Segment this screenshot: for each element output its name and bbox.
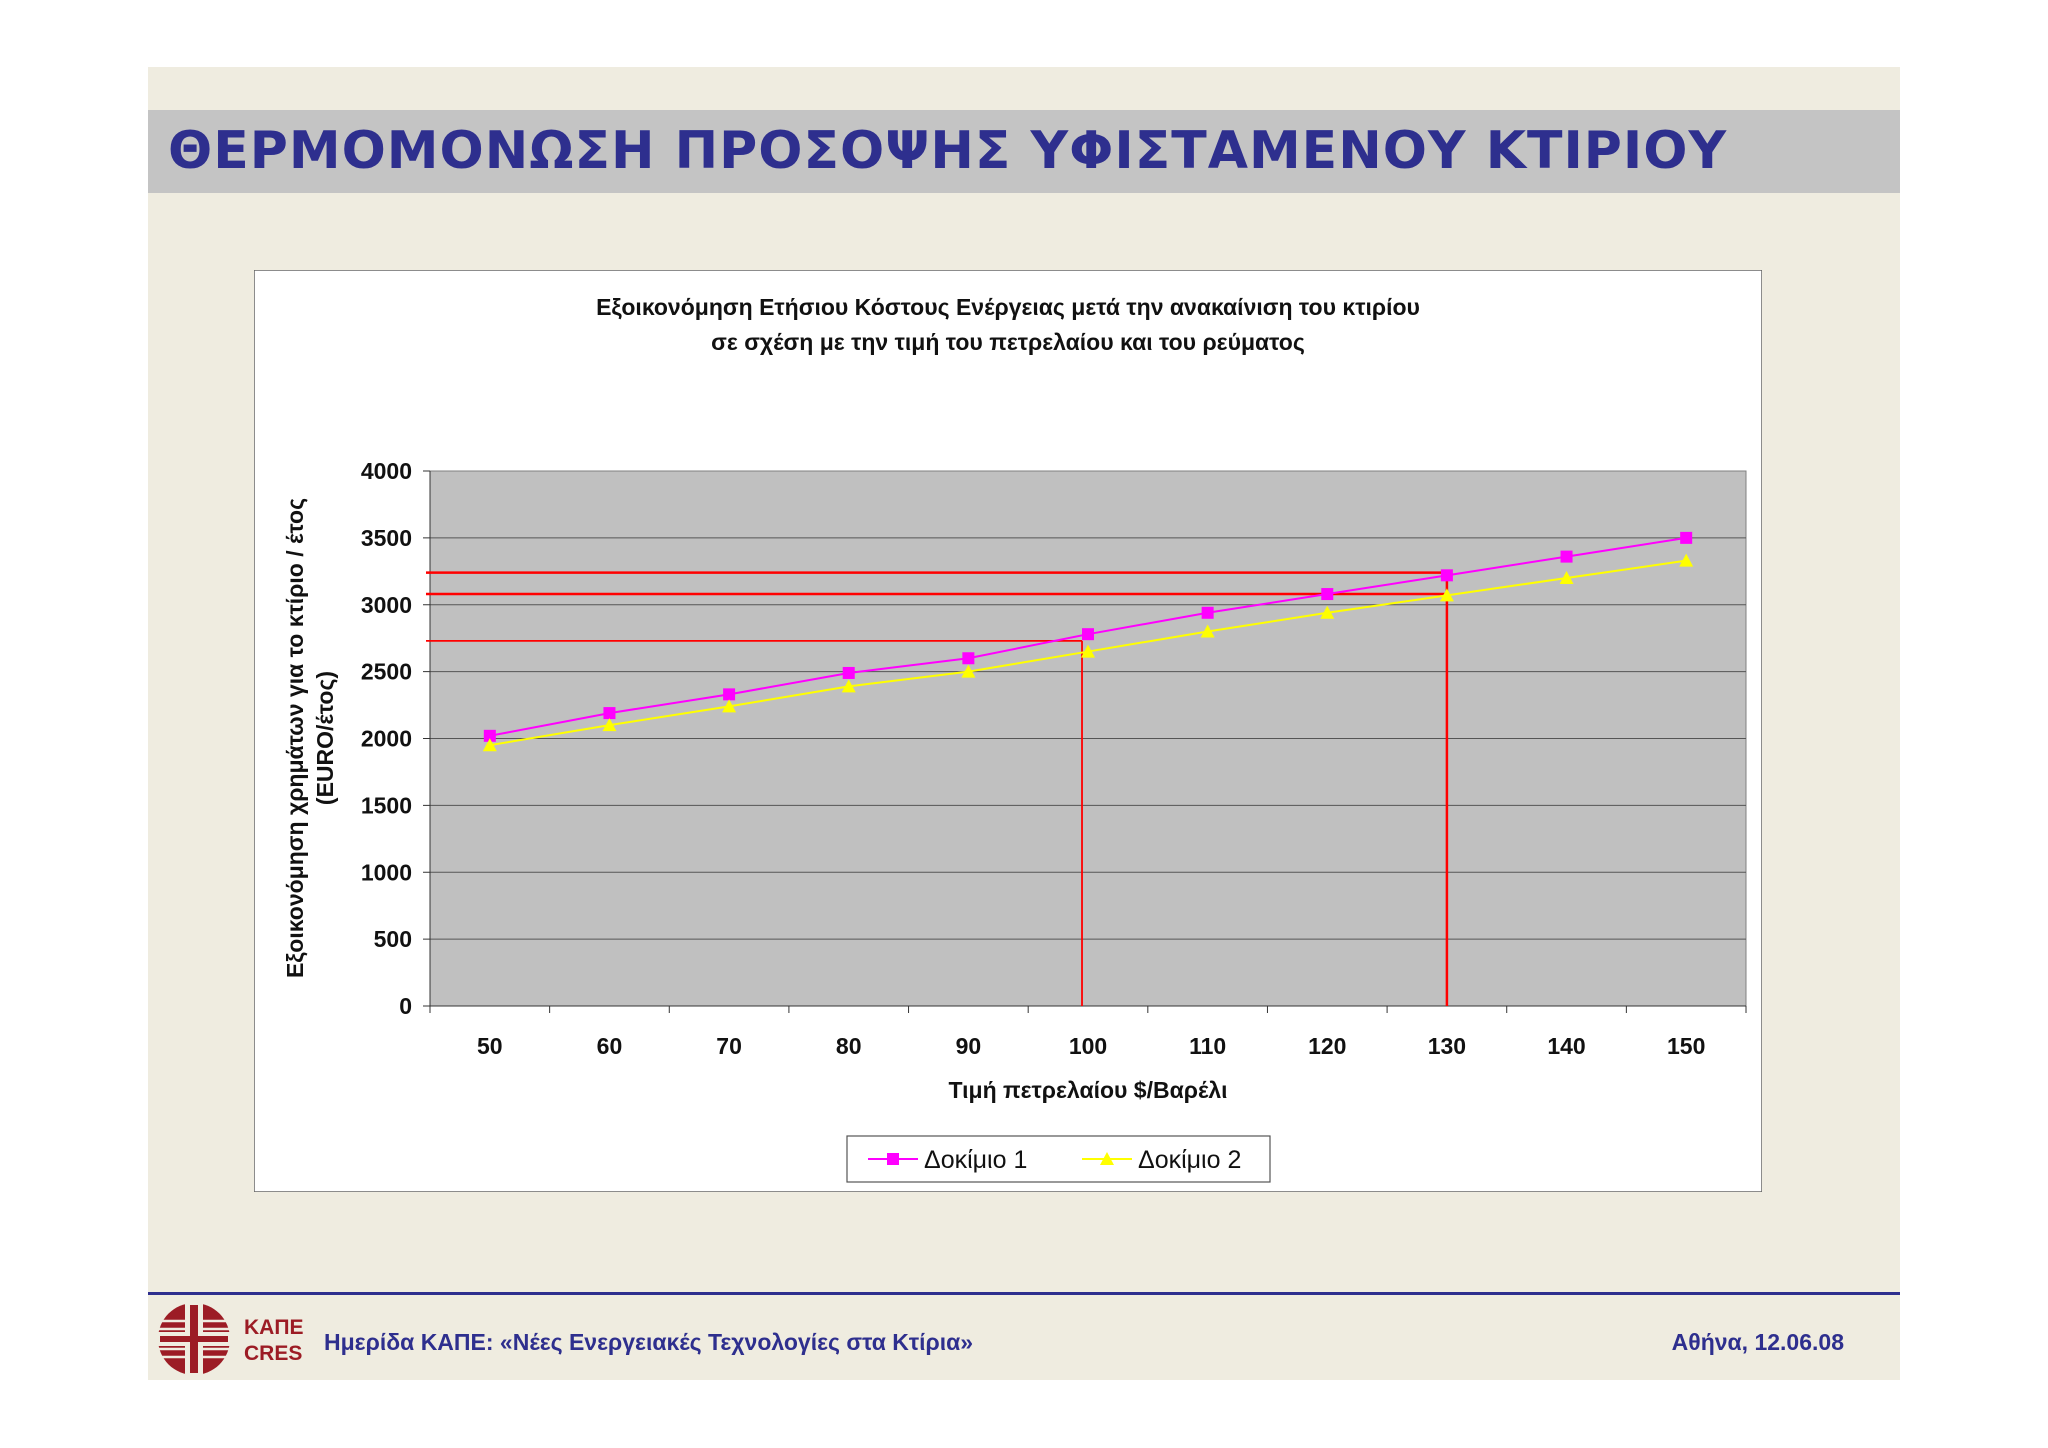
x-tick-label-130: 130 — [1427, 1033, 1467, 1059]
x-tick-label-50: 50 — [477, 1033, 503, 1059]
x-tick-label-60: 60 — [596, 1033, 623, 1059]
y-tick-label-2000: 2000 — [360, 725, 412, 752]
series1-point-70 — [723, 688, 735, 700]
x-tick-label-110: 110 — [1189, 1033, 1227, 1059]
y-tick-label-1000: 1000 — [360, 859, 412, 886]
legend — [847, 1136, 1270, 1182]
x-tick-label-80: 80 — [835, 1033, 862, 1059]
series1-point-140 — [1561, 551, 1573, 563]
cres-logo — [154, 1299, 314, 1381]
footer-event: Ημερίδα ΚΑΠΕ: «Νέες Ενεργειακές Τεχνολογίες στα Κτίρια» — [324, 1329, 974, 1355]
legend-label-series2: Δοκίμιο 2 — [1138, 1146, 1242, 1174]
x-tick-label-70: 70 — [716, 1033, 742, 1059]
logo-text-kape: ΚΑΠΕ — [244, 1316, 304, 1339]
title-bar — [148, 110, 1900, 193]
y-tick-label-1500: 1500 — [360, 792, 412, 819]
logo-cross-inner-horizontal — [160, 1336, 228, 1342]
series1-point-110 — [1202, 607, 1214, 619]
chart-title-line1: Εξοικονόμηση Ετήσιου Κόστους Ενέργειας μετά την ανακαίνιση του κτιρίου — [596, 294, 1420, 320]
x-tick-label-150: 150 — [1666, 1033, 1706, 1059]
series1-point-150 — [1680, 532, 1692, 544]
x-tick-label-90: 90 — [955, 1033, 982, 1059]
x-tick-label-140: 140 — [1547, 1033, 1586, 1059]
chart — [254, 270, 1762, 1192]
legend-label-series1: Δοκίμιο 1 — [924, 1146, 1028, 1174]
y-axis-label-line1: Εξοικονόμηση χρημάτων για το κτίριο / έτος — [282, 497, 308, 979]
y-axis-label-line2: (EURO/έτος) — [312, 670, 338, 806]
series1-point-80 — [843, 667, 855, 679]
series1-point-90 — [962, 652, 974, 664]
series1-point-60 — [603, 707, 615, 719]
series1-point-100 — [1082, 628, 1094, 640]
x-tick-label-100: 100 — [1068, 1033, 1108, 1059]
logo-text-cres: CRES — [244, 1342, 303, 1365]
y-tick-label-3000: 3000 — [360, 591, 412, 618]
series1-point-120 — [1321, 588, 1333, 600]
y-tick-label-2500: 2500 — [360, 658, 412, 685]
series1-point-130 — [1441, 569, 1453, 581]
y-tick-label-3500: 3500 — [360, 524, 412, 551]
chart-title-line2: σε σχέση με την τιμή του πετρελαίου και του ρεύματος — [711, 329, 1305, 355]
footer-divider — [148, 1292, 1900, 1295]
slide — [148, 67, 1900, 1380]
footer-date: Αθήνα, 12.06.08 — [1671, 1329, 1844, 1355]
y-tick-label-0: 0 — [399, 993, 412, 1019]
y-tick-label-500: 500 — [373, 926, 412, 953]
slide-title: ΘΕΡΜΟΜΟΝΩΣΗ ΠΡΟΣΟΨΗΣ ΥΦΙΣΤΑΜΕΝΟΥ ΚΤΙΡΙΟΥ — [168, 121, 1728, 181]
x-tick-label-120: 120 — [1308, 1033, 1347, 1059]
x-axis-label: Τιμή πετρελαίου $/Βαρέλι — [948, 1077, 1228, 1103]
legend-marker-series1 — [887, 1153, 899, 1165]
y-tick-label-4000: 4000 — [360, 458, 412, 484]
